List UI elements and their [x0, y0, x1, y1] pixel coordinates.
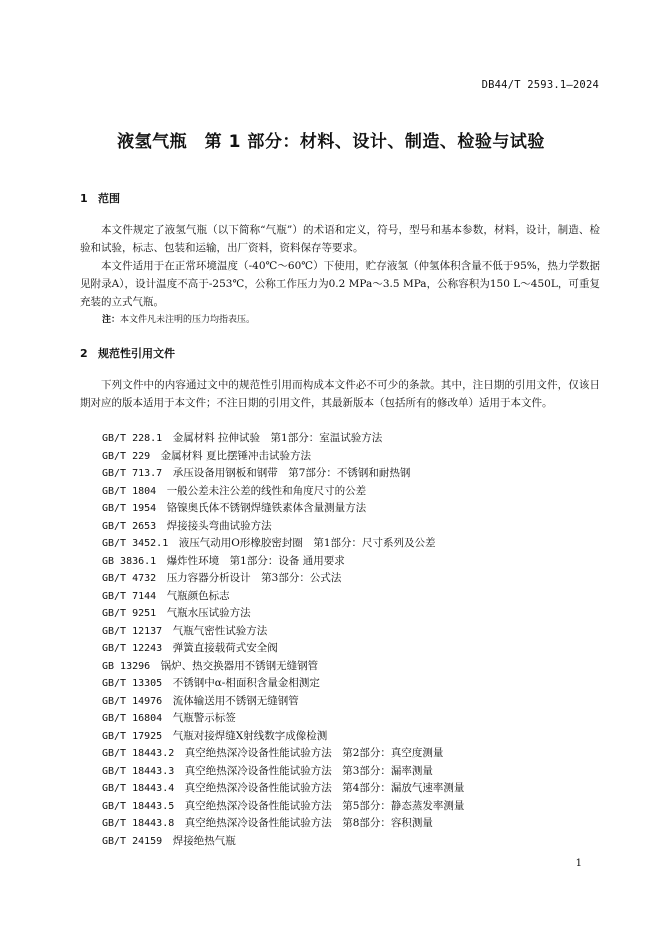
reference-item: [102, 588, 464, 606]
reference-code: GB/T 18443.8: [102, 818, 175, 829]
reference-item: [102, 728, 464, 746]
note-label: 注：: [102, 315, 121, 325]
reference-code: GB/T 24159: [102, 835, 163, 847]
reference-item: [102, 640, 464, 658]
reference-item: [102, 710, 464, 728]
reference-item: [102, 780, 464, 798]
reference-code: GB/T 13305: [102, 678, 163, 689]
reference-item: [102, 483, 464, 501]
section-1-number: 1: [80, 192, 88, 205]
section-2-heading: [80, 345, 175, 361]
reference-code: GB/T 7144: [102, 590, 157, 602]
reference-item: [102, 745, 464, 763]
reference-code: GB/T 4732: [102, 573, 157, 584]
reference-title: 爆炸性环境 第1部分：设备 通用要求: [166, 554, 345, 567]
reference-item: [102, 570, 464, 588]
reference-code: GB/T 18443.4: [102, 783, 175, 794]
reference-item: [102, 815, 464, 833]
reference-title: 铬镍奥氏体不锈钢焊缝铁素体含量测量方法: [166, 502, 367, 514]
reference-title: 气瓶警示标签: [172, 712, 236, 724]
reference-title: 气瓶气密性试验方法: [172, 624, 268, 637]
header-rule: [63, 97, 599, 98]
reference-code: GB/T 229: [102, 450, 151, 462]
reference-code: GB/T 2653: [102, 520, 157, 532]
reference-title: 液压气动用O形橡胶密封圈 第1部分：尺寸系列及公差: [178, 537, 436, 549]
reference-code: GB/T 12137: [102, 625, 163, 637]
reference-item: [102, 605, 464, 623]
section-2-title: 规范性引用文件: [98, 347, 175, 360]
reference-item: [102, 675, 464, 693]
document-title: 液氢气瓶 第 1 部分：材料、设计、制造、检验与试验: [117, 132, 545, 152]
reference-title: 真空绝热深冷设备性能试验方法 第3部分：漏率测量: [184, 764, 433, 777]
reference-title: 锅炉、热交换器用不锈钢无缝钢管: [160, 659, 319, 672]
reference-title: 真空绝热深冷设备性能试验方法 第2部分：真空度测量: [184, 747, 444, 759]
reference-title: 流体输送用不锈钢无缝钢管: [172, 694, 299, 707]
reference-item: [102, 693, 464, 711]
reference-title: 气瓶水压试验方法: [166, 607, 251, 619]
reference-title: 弹簧直接载荷式安全阀: [172, 642, 278, 654]
reference-title: 焊接绝热气瓶: [172, 834, 236, 847]
reference-title: 气瓶颜色标志: [166, 589, 230, 602]
reference-code: GB/T 9251: [102, 608, 157, 619]
reference-title: 一般公差未注公差的线性和角度尺寸的公差: [166, 484, 367, 497]
reference-title: 承压设备用钢板和钢带 第7部分：不锈钢和耐热钢: [172, 467, 411, 479]
reference-item: [102, 553, 464, 571]
section-1-heading: [80, 190, 120, 206]
reference-code: GB/T 228.1: [102, 433, 163, 444]
reference-title: 金属材料 夏比摆锤冲击试验方法: [160, 449, 312, 462]
note-text: 本文件凡未注明的压力均指表压。: [120, 315, 256, 325]
scope-paragraph-1: 本文件规定了液氢气瓶（以下简称“气瓶”）的术语和定义，符号，型号和基本参数，材料，设计，制造、检验和试验，标志、包装和运输，出厂资料，资料保存等要求。: [80, 224, 600, 254]
section-2-number: 2: [80, 347, 88, 360]
reference-title: 不锈钢中α-相面积含量金相测定: [172, 677, 320, 689]
reference-item: [102, 430, 464, 448]
reference-code: GB/T 713.7: [102, 468, 163, 479]
reference-title: 金属材料 拉伸试验 第1部分：室温试验方法: [172, 432, 383, 444]
reference-code: GB/T 14976: [102, 695, 163, 707]
reference-code: GB/T 1954: [102, 503, 157, 514]
reference-item: [102, 448, 464, 466]
reference-code: GB/T 18443.5: [102, 800, 175, 812]
reference-item: [102, 623, 464, 641]
reference-code: GB 13296: [102, 660, 151, 672]
reference-title: 真空绝热深冷设备性能试验方法 第4部分：漏放气速率测量: [184, 782, 465, 794]
reference-code: GB/T 16804: [102, 713, 163, 724]
reference-item: [102, 500, 464, 518]
reference-item: [102, 833, 464, 851]
page-number: 1: [575, 858, 582, 869]
reference-title: 压力容器分析设计 第3部分：公式法: [166, 572, 342, 584]
reference-title: 焊接接头弯曲试验方法: [166, 519, 272, 532]
reference-code: GB/T 3452.1: [102, 538, 169, 549]
reference-item: [102, 763, 464, 781]
scope-paragraph-2: 本文件适用于在正常环境温度（-40℃～60℃）下使用，贮存液氢（仲氢体积含量不低于95%，热力学数据见附录A），设计温度不高于-253℃，公称工作压力为0.2 MPa～3.5 MPa，公称容积为150 L～450L，可重复充装的立式气瓶。: [80, 260, 600, 308]
normative-references-intro: 下列文件中的内容通过文中的规范性引用而构成本文件必不可少的条款。其中，注日期的引用文件，仅该日期对应的版本适用于本文件；不注日期的引用文件，其最新版本（包括所有的修改单）适用于本文件。: [80, 379, 600, 409]
reference-code: GB/T 18443.2: [102, 748, 175, 759]
reference-code: GB/T 1804: [102, 485, 157, 497]
reference-item: [102, 535, 464, 553]
reference-item: [102, 518, 464, 536]
reference-title: 气瓶对接焊缝X射线数字成像检测: [172, 729, 328, 742]
section-1-title: 范围: [98, 192, 120, 205]
reference-title: 真空绝热深冷设备性能试验方法 第5部分：静态蒸发率测量: [184, 799, 465, 812]
reference-code: GB/T 17925: [102, 730, 163, 742]
scope-note: [102, 312, 255, 325]
reference-code: GB/T 18443.3: [102, 765, 175, 777]
reference-item: [102, 465, 464, 483]
reference-code: GB/T 12243: [102, 643, 163, 654]
reference-title: 真空绝热深冷设备性能试验方法 第8部分：容积测量: [184, 817, 433, 829]
reference-item: [102, 658, 464, 676]
reference-list: [102, 430, 464, 850]
reference-code: GB 3836.1: [102, 555, 157, 567]
standard-code: DB44/T 2593.1—2024: [481, 79, 599, 91]
reference-item: [102, 798, 464, 816]
